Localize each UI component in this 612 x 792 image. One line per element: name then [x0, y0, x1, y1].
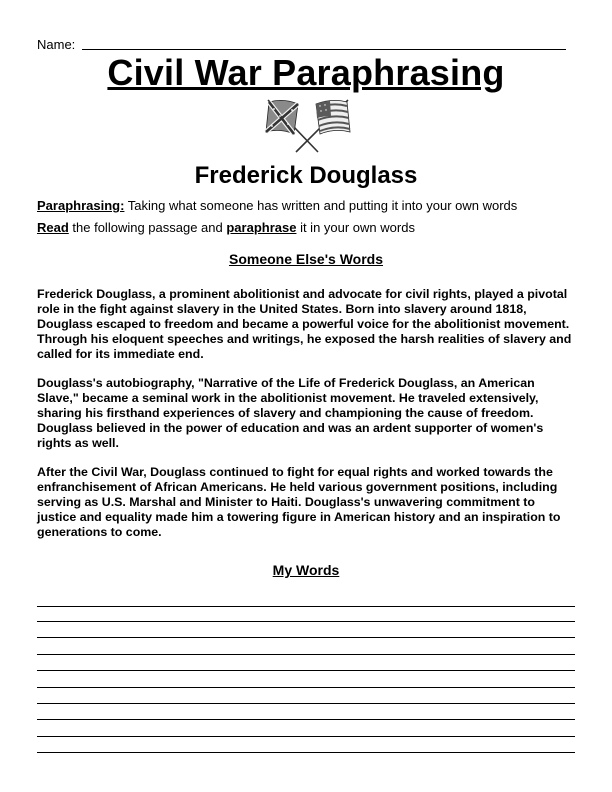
name-input-line[interactable]: [82, 49, 566, 50]
passage: [37, 287, 577, 554]
subtitle: Frederick Douglass: [194, 162, 418, 189]
paraphrasing-term: Paraphrasing:: [37, 198, 125, 213]
my-words-heading: My Words: [272, 562, 340, 578]
writing-line[interactable]: [37, 622, 575, 638]
writing-line[interactable]: [37, 655, 575, 671]
writing-line[interactable]: [37, 737, 575, 753]
writing-line[interactable]: [37, 671, 575, 687]
writing-line[interactable]: [37, 704, 575, 720]
writing-area[interactable]: [37, 606, 575, 753]
crossed-flags-icon: [254, 96, 360, 154]
us-flag-icon: [316, 100, 350, 134]
passage-paragraph: Frederick Douglass, a prominent abolitionist and advocate for civil rights, played a pivotal role in the fight against slavery in the United States. Born into slavery around 1818, Douglass escaped to freedom and became a powerful voice for the abolitionist movement. Through his eloquent speeches and writings, he exposed the harsh realities of slavery and called for its immediate end.: [37, 287, 572, 361]
writing-line[interactable]: [37, 638, 575, 654]
page-title: Civil War Paraphrasing: [107, 52, 505, 93]
read-instruction: [37, 220, 415, 235]
read-text-2: it in your own words: [296, 220, 415, 235]
paraphrase-term: paraphrase: [226, 220, 297, 235]
confederate-flag-icon: [266, 100, 298, 134]
someone-else-heading: Someone Else's Words: [228, 251, 383, 267]
passage-paragraph: After the Civil War, Douglass continued to fight for equal rights and worked towards the enfranchisement of African Americans. He held various government positions, including serving as U.S. Marshal and Minister to Haiti. Douglass's unwavering commitment to justice and equality made him a towering figure in American history and an inspiration to generations to come.: [37, 465, 561, 539]
paraphrasing-definition: [37, 198, 517, 213]
writing-line[interactable]: [37, 720, 575, 736]
read-text-1: the following passage and: [68, 220, 227, 235]
passage-paragraph: Douglass's autobiography, "Narrative of the Life of Frederick Douglass, an American Slave," became a seminal work in the abolitionist movement. He traveled extensively, sharing his firsthand experiences of slavery and championing the cause of freedom. Douglass believed in the power of education and was an ardent supporter of women's rights as well.: [37, 376, 544, 450]
writing-line[interactable]: [37, 688, 575, 704]
paraphrasing-text: Taking what someone has written and putting it into your own words: [124, 198, 518, 213]
read-term: Read: [37, 220, 69, 235]
writing-line[interactable]: [37, 606, 575, 622]
name-label: Name:: [37, 37, 76, 52]
